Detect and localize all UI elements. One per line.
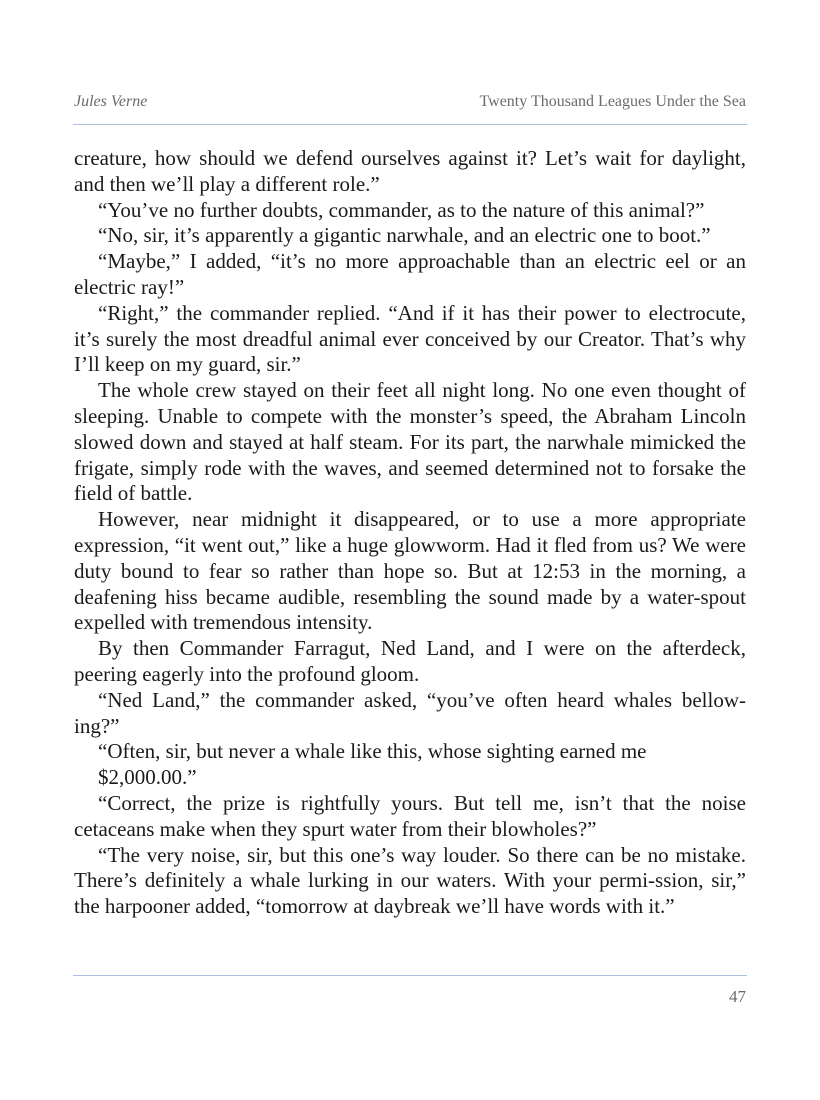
paragraph: The whole crew stayed on their feet all night long. No one even thought of sleeping. Unable to compete with the monster’s speed, the Abraham Lincoln slowed down and stayed at half steam. For its part, the narwhale mimicked the frigate, simply rode with the waves, and seemed determined not to forsake the field of battle. <box>74 378 746 506</box>
running-header <box>74 93 746 117</box>
paragraph: “Maybe,” I added, “it’s no more approachable than an electric eel or an electric ray!” <box>74 249 746 299</box>
paragraph: creature, how should we defend ourselves against it? Let’s wait for daylight, and then we’ll play a different role.” <box>74 146 746 196</box>
paragraph: “Ned Land,” the commander asked, “you’ve often heard whales bellow-ing?” <box>74 687 746 738</box>
page-number: 47 <box>729 987 746 1006</box>
page-body <box>74 146 746 920</box>
paragraph: “No, sir, it’s apparently a gigantic narwhale, and an electric one to boot.” <box>98 223 711 248</box>
paragraph: “The very noise, sir, but this one’s way louder. So there can be no mistake. There’s definitely a whale lurking in our waters. With your permi-ssion, sir,” the harpooner added, “tomorrow at daybreak we’ll have words with it.” <box>74 842 746 919</box>
paragraph: “Correct, the prize is rightfully yours. But tell me, isn’t that the noise cetaceans make when they spurt water from their blowholes?” <box>74 790 746 841</box>
header-book-title: Twenty Thousand Leagues Under the Sea <box>479 93 746 110</box>
header-author: Jules Verne <box>74 93 148 110</box>
paragraph-continuation: $2,000.00.” <box>98 765 197 790</box>
footer-rule <box>73 975 747 976</box>
header-rule <box>73 124 747 125</box>
paragraph: “You’ve no further doubts, commander, as to the nature of this animal?” <box>98 197 705 222</box>
paragraph: However, near midnight it disappeared, or to use a more appropriate expression, “it went out,” like a huge glowworm. Had it fled from us? We were duty bound to fear so rather than hope so. But at 12:53 in the morning, a deafening hiss became audible, resembling the sound made by a water-spout expelled with tremendous intensity. <box>74 507 746 635</box>
paragraph: “Often, sir, but never a whale like this, whose sighting earned me <box>98 739 647 764</box>
paragraph: By then Commander Farragut, Ned Land, and I were on the afterdeck, peering eagerly into the profound gloom. <box>74 636 746 686</box>
paragraph: “Right,” the commander replied. “And if it has their power to electrocute, it’s surely the most dreadful animal ever conceived by our Creator. That’s why I’ll keep on my guard, sir.” <box>74 300 746 377</box>
